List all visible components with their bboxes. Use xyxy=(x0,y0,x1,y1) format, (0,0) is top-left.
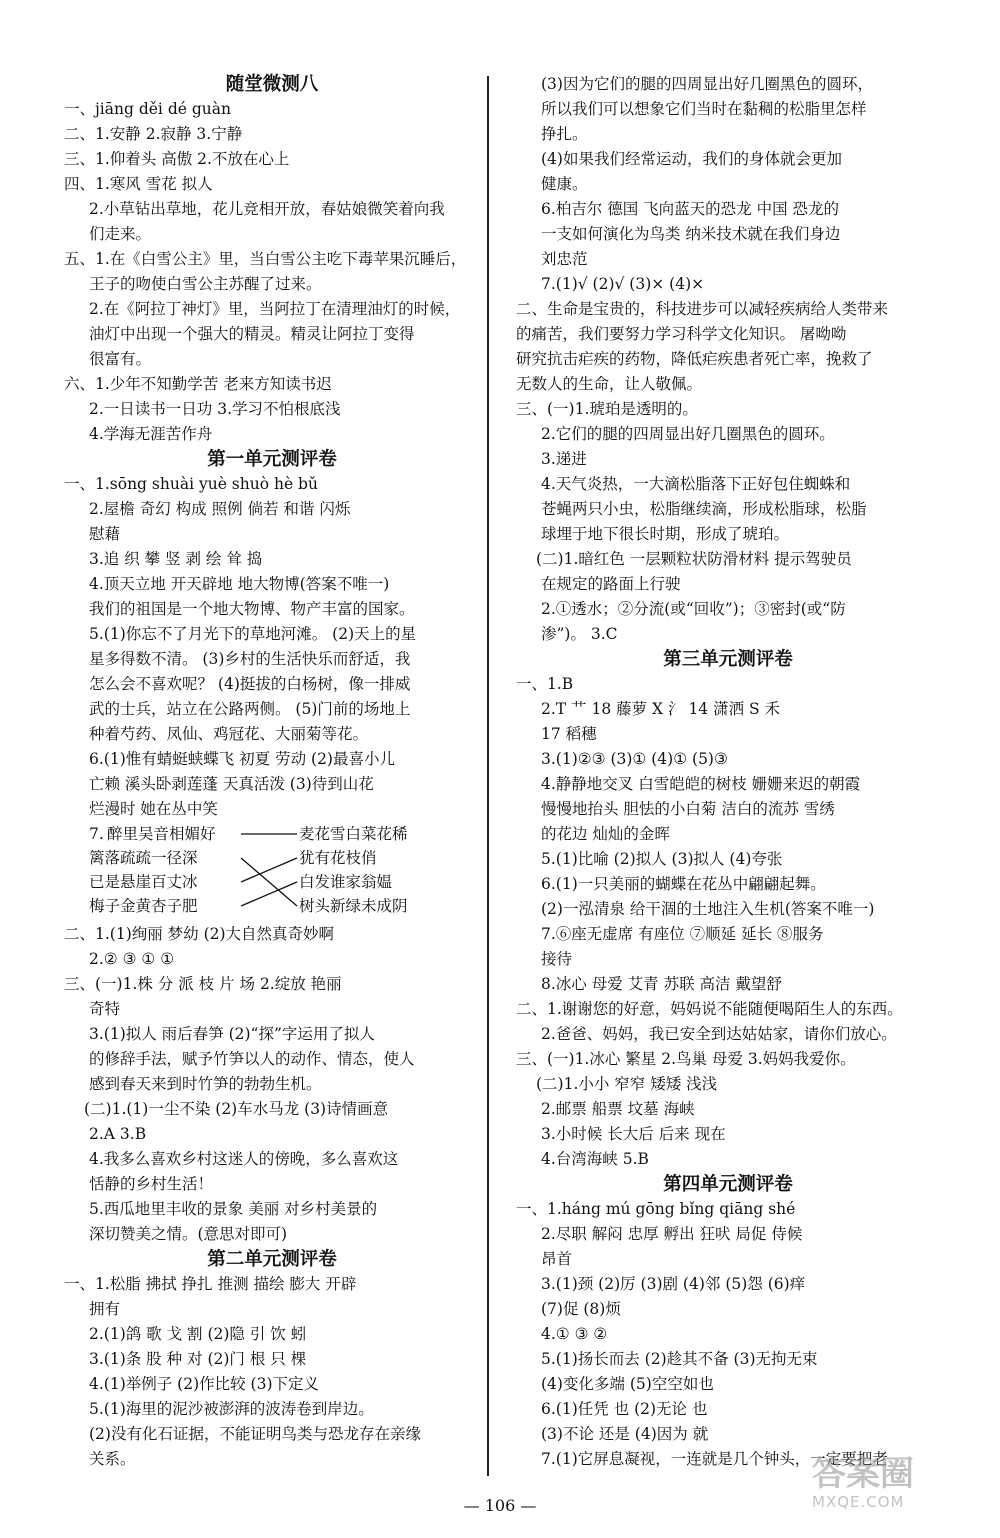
answer-line: 一、1.háng mú gōng bǐng qiāng shé xyxy=(516,1200,796,1218)
answer-line: 奇特 xyxy=(89,1000,121,1018)
watermark-text: 答案圈 xyxy=(812,1454,914,1494)
answer-line: 二、1.(1)绚丽 梦幼 (2)大自然真奇妙啊 xyxy=(64,925,335,943)
answer-line: 渗”)。 3.C xyxy=(541,625,618,643)
answer-line: 8.冰心 母爱 艾青 苏联 高洁 戴望舒 xyxy=(541,975,782,993)
answer-line: 球埋于地下很长时期，形成了琥珀。 xyxy=(541,525,790,543)
answer-line: 亡赖 溪头卧剥莲蓬 天真活泼 (3)待到山花 xyxy=(89,775,374,793)
answer-line: 一、jiāng děi dé guàn xyxy=(64,100,231,118)
answer-line: 3.追 织 攀 竖 剥 绘 耸 捣 xyxy=(89,550,263,568)
answer-line: 5.(1)扬长而去 (2)趁其不备 (3)无拘无束 xyxy=(541,1350,818,1368)
answer-line: 三、(一)1.琥珀是透明的。 xyxy=(516,400,698,418)
answer-line: 4.我多么喜欢乡村这迷人的傍晚，多么喜欢这 xyxy=(89,1150,399,1168)
answer-line: 健康。 xyxy=(541,175,588,193)
page-number: — 106 — xyxy=(463,1496,537,1515)
answer-line: 二、1.谢谢您的好意，妈妈说不能随便喝陌生人的东西。 xyxy=(516,1000,903,1018)
answer-line: 3.小时候 长大后 后来 现在 xyxy=(541,1125,726,1143)
answer-line: 一、1.sōng shuài yuè shuò hè bǔ xyxy=(64,475,318,493)
answer-line: 2.小草钻出草地，花儿竞相开放，春姑娘微笑着向我 xyxy=(89,200,445,218)
left-column xyxy=(64,72,480,1472)
section-heading: 第四单元测评卷 xyxy=(663,1174,793,1195)
answer-line: 接待 xyxy=(541,950,573,968)
answer-line: 4.(1)举例子 (2)作比较 (3)下定义 xyxy=(89,1375,320,1393)
matching-connector xyxy=(241,858,297,906)
answer-line: 所以我们可以想象它们当时在黏稠的松脂里怎样 xyxy=(541,100,867,118)
answer-line: (二)1.暗红色 一层颗粒状防滑材料 提示驾驶员 xyxy=(536,550,852,568)
answer-line: 4.台湾海峡 5.B xyxy=(541,1150,649,1168)
section-heading: 第三单元测评卷 xyxy=(663,649,793,670)
answer-line: 4.顶天立地 开天辟地 地大物博(答案不唯一) xyxy=(89,575,390,593)
section-heading: 第一单元测评卷 xyxy=(207,449,337,470)
answer-line: 2.它们的腿的四周显出好几圈黑色的圆环。 xyxy=(541,425,835,443)
answer-line: (2)一泓清泉 给干涸的土地注入生机(答案不唯一) xyxy=(541,900,875,918)
answer-line: 6.(1)任凭 也 (2)无论 也 xyxy=(541,1400,708,1418)
answer-line: 无数人的生命，让人敬佩。 xyxy=(516,375,703,393)
answer-line: 3.(1)②③ (3)① (4)① (5)③ xyxy=(541,750,728,768)
answer-line: 恬静的乡村生活！ xyxy=(89,1175,214,1193)
answer-line: 感到春天来到时竹笋的勃勃生机。 xyxy=(89,1075,322,1093)
answer-line: 2.尽职 解闷 忠厚 孵出 狂吠 局促 侍候 xyxy=(541,1225,803,1243)
answer-line: 研究抗击疟疾的药物，降低疟疾患者死亡率，挽救了 xyxy=(516,350,873,368)
answer-line: 拥有 xyxy=(89,1300,121,1318)
answer-line: 7.(1)它屏息凝视，一连就是几个钟头，一定要把老 xyxy=(541,1450,888,1468)
column-divider xyxy=(487,76,489,1476)
matching-label: 7. xyxy=(89,825,104,843)
answer-line: 星多得数不清。 (3)乡村的生活快乐而舒适，我 xyxy=(89,650,411,668)
answer-line: 3.(1)颈 (2)厉 (3)剧 (4)邻 (5)怨 (6)痒 xyxy=(541,1275,806,1293)
matching-connector xyxy=(241,882,297,906)
answer-line: 4.天气炎热，一大滴松脂落下正好包住蜘蛛和 xyxy=(541,475,851,493)
answer-line: 4.① ③ ② xyxy=(541,1325,608,1343)
answer-line: 王子的吻使白雪公主苏醒了过来。 xyxy=(89,275,322,293)
answer-line: 2.①透水；②分流(或“回收”)；③密封(或“防 xyxy=(541,600,846,618)
answer-line: (4)如果我们经常运动，我们的身体就会更加 xyxy=(541,150,842,168)
answer-line: 6.柏吉尔 德国 飞向蓝天的恐龙 中国 恐龙的 xyxy=(541,200,839,218)
matching-right-item: 犹有花枝俏 xyxy=(299,849,377,867)
answer-line: 武的士兵，站立在公路两侧。 (5)门前的场地上 xyxy=(89,700,411,718)
answer-line: 2.屋檐 奇幻 构成 照例 倘若 和谐 闪烁 xyxy=(89,500,351,518)
answer-line: 我们的祖国是一个地大物博、物产丰富的国家。 xyxy=(89,600,415,618)
answer-line: 4.学海无涯苦作舟 xyxy=(89,425,213,443)
answer-line: 5.(1)比喻 (2)拟人 (3)拟人 (4)夸张 xyxy=(541,850,783,868)
matching-left-item: 醉里吴音相媚好 xyxy=(107,825,216,843)
answer-line: 在规定的路面上行驶 xyxy=(541,575,681,593)
answer-line: 3.(1)拟人 雨后春笋 (2)“探”字运用了拟人 xyxy=(89,1025,375,1043)
answer-line: 5.西瓜地里丰收的景象 美丽 对乡村美景的 xyxy=(89,1200,378,1218)
answer-line: 六、1.少年不知勤学苦 老来方知读书迟 xyxy=(64,375,332,393)
matching-right-item: 麦花雪白菜花稀 xyxy=(299,825,408,843)
answer-line: 2.T 艹 18 藤萝 X 氵 14 潇洒 S 禾 xyxy=(541,700,781,718)
answer-line: (二)1.小小 窄窄 矮矮 浅浅 xyxy=(536,1075,718,1093)
answer-line: 慢慢地抬头 胆怯的小白菊 洁白的流苏 雪绣 xyxy=(541,800,835,818)
matching-right-item: 白发谁家翁媪 xyxy=(299,873,393,891)
answer-line: 5.(1)你忘不了月光下的草地河滩。 (2)天上的星 xyxy=(89,625,417,643)
watermark-domain: MXQE.COM xyxy=(812,1493,905,1511)
answer-line: 2.一日读书一日功 3.学习不怕根底浅 xyxy=(89,400,341,418)
answer-line: 2.在《阿拉丁神灯》里，当阿拉丁在清理油灯的时候， xyxy=(89,300,461,318)
watermark-logo xyxy=(812,1456,948,1520)
matching-left-item: 梅子金黄杏子肥 xyxy=(89,897,198,915)
answer-line: 深切赞美之情。(意思对即可) xyxy=(89,1225,288,1243)
answer-line: 7.⑥座无虚席 有座位 ⑦顺延 延长 ⑧服务 xyxy=(541,925,824,943)
answer-line: 关系。 xyxy=(89,1450,136,1468)
answer-line: 的痛苦，我们要努力学习科学文化知识。 屠呦呦 xyxy=(516,325,847,343)
answer-line: 6.(1)惟有蜻蜓蛱蝶飞 初夏 劳动 (2)最喜小儿 xyxy=(89,750,395,768)
answer-line: 2.② ③ ① ① xyxy=(89,950,175,968)
answer-line: 一、1.B xyxy=(516,675,574,693)
answer-line: 种着芍药、凤仙、鸡冠花、大丽菊等花。 xyxy=(89,725,369,743)
section-heading: 随堂微测八 xyxy=(225,74,319,95)
answer-line: (3)不论 还是 (4)因为 就 xyxy=(541,1425,709,1443)
answer-line: 三、(一)1.冰心 繁星 2.鸟巢 母爱 3.妈妈我爱你。 xyxy=(516,1050,856,1068)
answer-line: (二)1.(1)一尘不染 (2)车水马龙 (3)诗情画意 xyxy=(84,1100,389,1118)
answer-line: 刘忠范 xyxy=(541,250,588,268)
matching-lines xyxy=(89,822,479,922)
answer-line: (4)变化多端 (5)空空如也 xyxy=(541,1375,714,1393)
answer-line: 苍蝇两只小虫，松脂继续滴，形成松脂球，松脂 xyxy=(541,500,867,518)
answer-line: 6.(1)一只美丽的蝴蝶在花丛中翩翩起舞。 xyxy=(541,875,826,893)
answer-line: 二、1.安静 2.寂静 3.宁静 xyxy=(64,125,243,143)
answer-line: 2.邮票 船票 坟墓 海峡 xyxy=(541,1100,695,1118)
matching-right-item: 树头新绿未成阴 xyxy=(299,897,408,915)
answer-line: (7)促 (8)烦 xyxy=(541,1300,621,1318)
answer-line: 2.爸爸、妈妈，我已安全到达姑姑家，请你们放心。 xyxy=(541,1025,897,1043)
answer-line: 的修辞手法，赋予竹笋以人的动作、情态，使人 xyxy=(89,1050,415,1068)
answer-line: 2.(1)鸽 歌 戈 割 (2)隐 引 饮 蚓 xyxy=(89,1325,307,1343)
answer-line: 二、生命是宝贵的，科技进步可以减轻疾病给人类带来 xyxy=(516,300,889,318)
answer-line: 一、1.松脂 拂拭 挣扎 推测 描绘 膨大 开辟 xyxy=(64,1275,357,1293)
answer-line: 5.(1)海里的泥沙被澎湃的波涛卷到岸边。 xyxy=(89,1400,374,1418)
answer-line: 一支如何演化为鸟类 纳米技术就在我们身边 xyxy=(541,225,841,243)
answer-line: 五、1.在《白雪公主》里，当白雪公主吃下毒苹果沉睡后， xyxy=(64,250,467,268)
matching-left-item: 篱落疏疏一径深 xyxy=(89,849,198,867)
answer-line: 怎么会不喜欢呢？ (4)挺拔的白杨树，像一排威 xyxy=(89,675,411,693)
answer-line: 油灯中出现一个强大的精灵。精灵让阿拉丁变得 xyxy=(89,325,415,343)
answer-line: 三、1.仰着头 高傲 2.不放在心上 xyxy=(64,150,290,168)
answer-line: 17 稻穗 xyxy=(541,725,597,743)
answer-line: 四、1.寒风 雪花 拟人 xyxy=(64,175,213,193)
answer-line: 3.递进 xyxy=(541,450,587,468)
answer-line: 烂漫时 她在丛中笑 xyxy=(89,800,218,818)
answer-line: 挣扎。 xyxy=(541,125,588,143)
right-column xyxy=(516,72,940,1472)
section-heading: 第二单元测评卷 xyxy=(207,1249,337,1270)
matching-exercise xyxy=(89,822,479,922)
answer-line: 4.静静地交叉 白雪皑皑的树枝 姗姗来迟的朝霞 xyxy=(541,775,861,793)
answer-line: (3)因为它们的腿的四周显出好几圈黑色的圆环， xyxy=(541,75,873,93)
answer-line: 很富有。 xyxy=(89,350,152,368)
matching-connector xyxy=(241,858,297,882)
matching-left-item: 已是悬崖百丈冰 xyxy=(89,873,198,891)
answer-line: (2)没有化石证据，不能证明鸟类与恐龙存在亲缘 xyxy=(89,1425,421,1443)
answer-line: 的花边 灿灿的金晖 xyxy=(541,825,670,843)
answer-line: 2.A 3.B xyxy=(89,1125,147,1143)
answer-line: 们走来。 xyxy=(89,225,152,243)
answer-line: 昂首 xyxy=(541,1250,573,1268)
answer-line: 7.(1)√ (2)√ (3)× (4)× xyxy=(541,275,705,293)
answer-line: 慰藉 xyxy=(89,525,121,543)
answer-line: 三、(一)1.株 分 派 枝 片 场 2.绽放 艳丽 xyxy=(64,975,342,993)
answer-line: 3.(1)条 股 种 对 (2)门 根 只 棵 xyxy=(89,1350,307,1368)
